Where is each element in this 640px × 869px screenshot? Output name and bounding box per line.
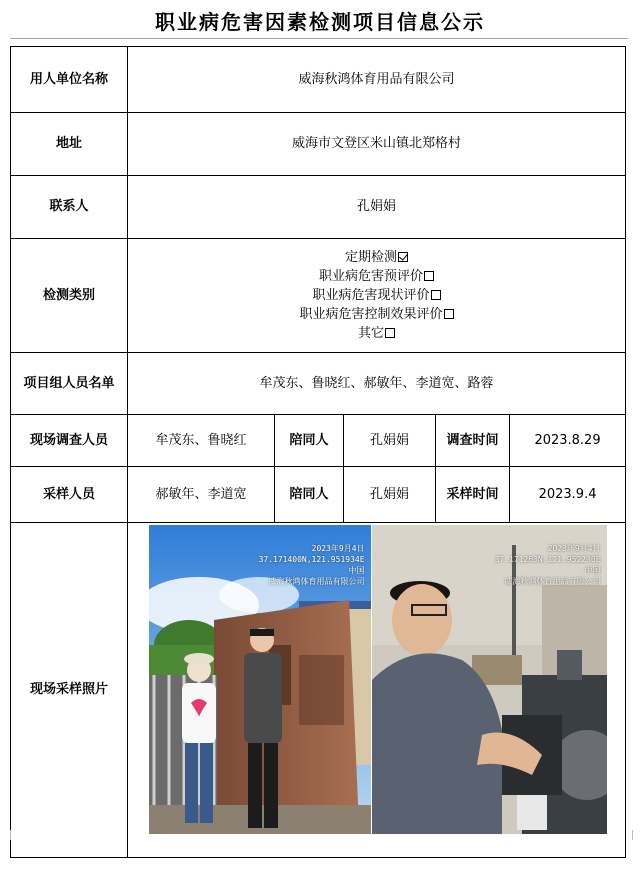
option-other: 其它 <box>128 324 625 343</box>
sampling-companion-label: 陪同人 <box>275 467 344 523</box>
checkbox-empty-icon <box>385 328 395 338</box>
team-row <box>11 353 626 415</box>
crop-mark-right <box>632 830 638 840</box>
survey-companion: 孔娟娟 <box>344 415 436 467</box>
sampling-label: 采样人员 <box>11 467 128 523</box>
address-value: 威海市文登区米山镇北郑格村 <box>128 113 626 176</box>
employer-value: 威海秋鸿体育用品有限公司 <box>128 47 626 113</box>
sampling-row <box>11 467 626 523</box>
sampling-companion: 孔娟娟 <box>344 467 436 523</box>
photo-group <box>134 525 620 856</box>
option-pre-assessment: 职业病危害预评价 <box>128 267 625 286</box>
address-label: 地址 <box>11 113 128 176</box>
option-periodic: 定期检测 <box>128 248 625 267</box>
sampling-time-label: 采样时间 <box>436 467 510 523</box>
option-control-effect: 职业病危害控制效果评价 <box>128 305 625 324</box>
employer-label: 用人单位名称 <box>11 47 128 113</box>
photos-label: 现场采样照片 <box>11 523 128 858</box>
checkbox-empty-icon <box>424 271 434 281</box>
contact-row <box>11 176 626 239</box>
option-status-assessment: 职业病危害现状评价 <box>128 286 625 305</box>
sampling-time: 2023.9.4 <box>510 467 626 523</box>
team-value: 牟茂东、鲁晓红、郝敏年、李道宽、路蓉 <box>128 353 626 415</box>
employer-row <box>11 47 626 113</box>
info-table <box>10 46 626 858</box>
contact-label: 联系人 <box>11 176 128 239</box>
survey-value: 牟茂东、鲁晓红 <box>128 415 275 467</box>
checkbox-empty-icon <box>444 309 454 319</box>
sampling-photo-indoor <box>372 525 607 834</box>
detection-type-label: 检测类别 <box>11 239 128 353</box>
survey-time: 2023.8.29 <box>510 415 626 467</box>
checkbox-checked-icon <box>398 252 408 262</box>
checkbox-empty-icon <box>431 290 441 300</box>
photo2-watermark: 2023年9月4日 37.171263N,121.952230E 中国 威海秋鸿体育用品有限公司 <box>494 544 601 586</box>
survey-row <box>11 415 626 467</box>
crop-mark-left <box>10 830 16 840</box>
title-divider <box>10 38 628 39</box>
sampling-value: 郝敏年、李道宽 <box>128 467 275 523</box>
detection-type-options <box>128 239 626 353</box>
page-title: 职业病危害因素检测项目信息公示 <box>155 10 485 34</box>
sampling-photo-outdoor <box>149 525 371 834</box>
team-label: 项目组人员名单 <box>11 353 128 415</box>
survey-companion-label: 陪同人 <box>275 415 344 467</box>
photo1-watermark: 2023年9月4日 37.171400N,121.951934E 中国 威海秋鸿体育用品有限公司 <box>258 544 365 586</box>
photos-cell <box>128 523 626 858</box>
detection-type-row <box>11 239 626 353</box>
contact-value: 孔娟娟 <box>128 176 626 239</box>
survey-label: 现场调查人员 <box>11 415 128 467</box>
photos-row <box>11 523 626 858</box>
address-row <box>11 113 626 176</box>
survey-time-label: 调查时间 <box>436 415 510 467</box>
